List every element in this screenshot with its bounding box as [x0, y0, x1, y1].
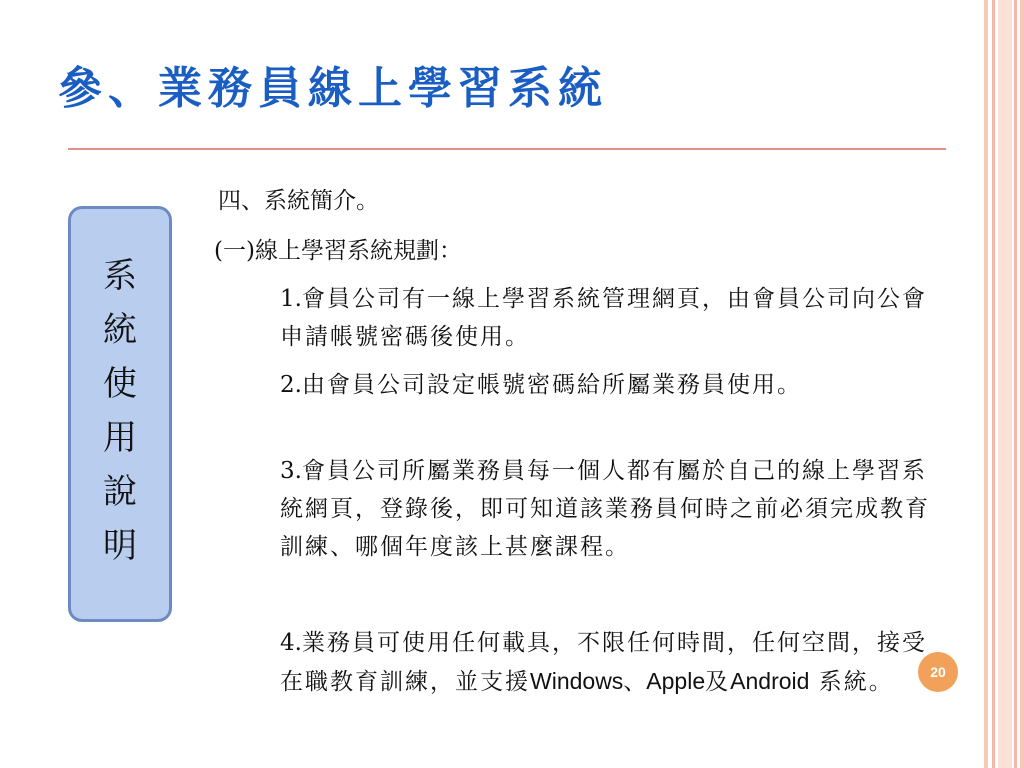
list-item [280, 280, 942, 356]
item-number: 2. [280, 372, 302, 398]
item-number: 1. [280, 286, 302, 312]
item-text-latin: Windows、Apple [530, 668, 706, 694]
side-label-char: 用 [103, 418, 137, 458]
item-number: 4. [280, 630, 302, 656]
item-text: 會員公司所屬業務員每一個人都有屬於自己的線上學習系統網頁，登錄後，即可知道該業務員何時之前必須完成教育訓練、哪個年度該上甚麼課程。 [280, 458, 930, 560]
item-text: 系統。 [809, 669, 894, 695]
decorative-edge-stripes [984, 0, 1024, 768]
section-heading: 四、系統簡介。 [218, 188, 379, 214]
item-number: 3. [280, 458, 302, 484]
list-item [280, 366, 942, 404]
item-text: 及 [705, 669, 731, 695]
slide-title: 參、業務員線上學習系統 [58, 63, 608, 114]
subsection-heading: (一)線上學習系統規劃： [214, 238, 462, 264]
item-text: 會員公司有一線上學習系統管理網頁，由會員公司向公會申請帳號密碼後使用。 [280, 286, 927, 350]
side-label-text [71, 249, 169, 573]
list-item [280, 624, 942, 701]
item-text: 業務員可使用任何載具，不限任何時間，任何空間，接受在職教育訓練，並支援 [280, 630, 927, 695]
page-number-badge: 20 [918, 652, 958, 692]
list-item [280, 452, 942, 566]
side-label-char: 說 [103, 472, 137, 512]
side-label-char: 系 [103, 256, 137, 296]
title-divider [68, 148, 946, 150]
item-text-latin: Android [730, 668, 810, 694]
side-label-box [68, 206, 172, 622]
side-label-char: 使 [103, 364, 137, 404]
item-text: 由會員公司設定帳號密碼給所屬業務員使用。 [301, 372, 802, 398]
side-label-char: 統 [103, 310, 137, 350]
side-label-char: 明 [103, 526, 137, 566]
